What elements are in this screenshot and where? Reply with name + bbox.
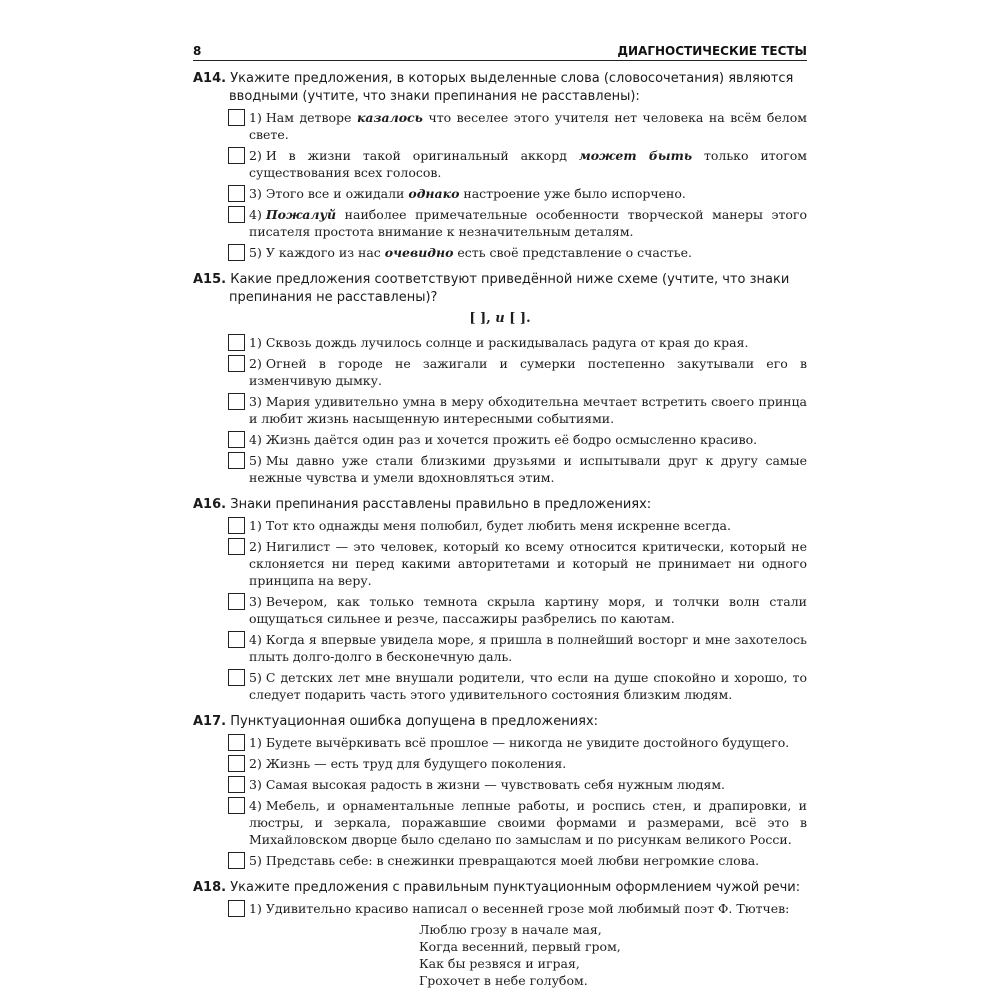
answer-option [228,185,807,202]
option-text: У каждого из нас [265,245,385,260]
answer-text [249,355,807,389]
answer-checkbox[interactable] [228,393,245,410]
highlighted-word: очевидно [384,245,454,260]
option-text: Нам детворе [265,110,357,125]
option-number: 4) [249,632,262,647]
answer-checkbox[interactable] [228,517,245,534]
answer-checkbox[interactable] [228,538,245,555]
option-number: 4) [249,207,262,222]
answer-checkbox[interactable] [228,797,245,814]
question-label: А16. [193,497,227,512]
option-text: настроение уже было испорчено. [459,186,686,201]
option-number: 5) [249,245,262,260]
answer-checkbox[interactable] [228,593,245,610]
answer-option [228,797,807,848]
answer-option [228,109,807,143]
answer-text [249,431,807,448]
page-number: 8 [193,44,202,58]
answer-text [249,669,807,703]
answer-text [249,755,807,772]
header-divider [193,60,807,61]
answer-text [249,734,807,751]
option-text: Будете вычёркивать всё прошлое — никогда не увидите достойного будущего. [265,735,790,750]
option-number: 1) [249,335,262,350]
question-text: Знаки препинания расставлены правильно в предложениях: [230,497,652,512]
answer-checkbox[interactable] [228,631,245,648]
poem-line: Когда весенний, первый гром, [419,939,621,954]
answer-option [228,669,807,703]
answer-text [249,185,807,202]
option-text: Самая высокая радость в жизни — чувствовать себя нужным людям. [265,777,726,792]
answer-text [249,538,807,589]
answer-option [228,393,807,427]
answer-checkbox[interactable] [228,185,245,202]
option-number: 3) [249,777,262,792]
option-number: 1) [249,110,262,125]
highlighted-word: может быть [578,148,693,163]
answer-text [249,244,807,261]
question-a16 [193,496,807,514]
answer-checkbox[interactable] [228,452,245,469]
option-number: 1) [249,901,262,916]
option-number: 1) [249,518,262,533]
answer-text [249,393,807,427]
answer-option [228,593,807,627]
option-text: наиболее примечательные особенности творческой манеры этого писателя простота внимание к незначительным деталям. [249,207,807,239]
option-number: 5) [249,853,262,868]
poem-quote [419,921,807,989]
answer-option [228,755,807,772]
option-number: 3) [249,394,262,409]
answer-text [249,334,807,351]
question-label: А15. [193,272,227,287]
option-number: 3) [249,186,262,201]
highlighted-word: однако [408,186,460,201]
question-a15 [193,271,807,307]
answer-checkbox[interactable] [228,669,245,686]
answer-option [228,900,807,917]
option-text: Мебель, и орнаментальные лепные работы, и роспись стен, и драпировки, и люстры, и зеркала, поражавшие своими формами и размерами, всё это в Михайловском дворце было сделано по замыслам и по рисункам великого Росси. [249,798,807,847]
answer-text [249,517,807,534]
answer-checkbox[interactable] [228,206,245,223]
answer-checkbox[interactable] [228,334,245,351]
option-text: Тот кто однажды меня полюбил, будет любить меня искренне всегда. [265,518,731,533]
page-content [193,70,807,989]
question-text: Укажите предложения с правильным пунктуационным оформлением чужой речи: [230,880,801,895]
question-label: А14. [193,71,227,86]
question-text: Какие предложения соответствуют приведённой ниже схеме (учтите, что знаки препинания не расставлены)? [229,272,790,305]
answer-option [228,852,807,869]
answer-text [249,452,807,486]
option-text: Мы давно уже стали близкими друзьями и испытывали друг к другу самые нежные чувства и умели вдохновляться этим. [249,453,807,485]
option-number: 1) [249,735,262,750]
option-text: есть своё представление о счастье. [453,245,692,260]
answer-text [249,631,807,665]
answer-option [228,431,807,448]
answer-option [228,452,807,486]
question-a14 [193,70,807,106]
answer-option [228,244,807,261]
option-text: Огней в городе не зажигали и сумерки постепенно закутывали его в изменчивую дымку. [249,356,807,388]
poem-line: Как бы резвяся и играя, [419,956,580,971]
option-number: 2) [249,756,262,771]
scheme-part: [ ], [469,311,496,326]
option-text: И в жизни такой оригинальный аккорд [265,148,579,163]
answer-checkbox[interactable] [228,431,245,448]
poem-line: Грохочет в небе голубом. [419,973,588,988]
highlighted-word: казалось [356,110,423,125]
answer-text [249,797,807,848]
answer-text [249,900,807,917]
option-number: 5) [249,670,262,685]
answer-option [228,206,807,240]
option-number: 2) [249,539,262,554]
option-text: Мария удивительно умна в меру обходительна мечтает встретить своего принца и любит жизнь насыщенную интересными событиями. [249,394,807,426]
page-header [193,40,807,62]
answer-text [249,776,807,793]
option-text: Этого все и ожидали [265,186,409,201]
answer-text [249,852,807,869]
highlighted-word: Пожалуй [265,207,337,222]
answer-checkbox[interactable] [228,109,245,126]
answer-checkbox[interactable] [228,755,245,772]
option-text: Представь себе: в снежинки превращаются моей любви негромкие слова. [265,853,760,868]
answer-text [249,147,807,181]
poem-line: Люблю грозу в начале мая, [419,922,602,937]
sentence-scheme [193,310,807,328]
question-a18 [193,879,807,897]
option-text: Жизнь даётся один раз и хочется прожить её бодро осмысленно красиво. [265,432,758,447]
answer-text [249,206,807,240]
option-text: Удивительно красиво написал о весенней грозе мой любимый поэт Ф. Тютчев: [265,901,790,916]
answer-text [249,109,807,143]
option-text: только итогом существования всех голосов. [249,148,808,180]
question-label: А17. [193,714,227,729]
option-number: 4) [249,432,262,447]
answer-checkbox[interactable] [228,355,245,372]
answer-checkbox[interactable] [228,244,245,261]
answer-option [228,517,807,534]
answer-checkbox[interactable] [228,900,245,917]
answer-checkbox[interactable] [228,147,245,164]
answer-option [228,734,807,751]
option-text: что веселее этого учителя нет человека на всём белом свете. [249,110,807,142]
question-text: Укажите предложения, в которых выделенные слова (словосочетания) являются вводными (учтите, что знаки препинания не расставлены): [229,71,794,104]
question-a17 [193,713,807,731]
answer-option [228,538,807,589]
answer-option [228,631,807,665]
answer-text [249,593,807,627]
answer-option [228,355,807,389]
answer-option [228,776,807,793]
option-text: Когда я впервые увидела море, я пришла в полнейший восторг и мне захотелось плыть долго-долго в бесконечную даль. [249,632,807,664]
question-text: Пунктуационная ошибка допущена в предложениях: [230,714,599,729]
answer-option [228,334,807,351]
scheme-part: [ ]. [504,311,531,326]
option-text: С детских лет мне внушали родители, что если на душе спокойно и хорошо, то следует подарить часть этого удивительного состояния близким людям. [249,670,807,702]
option-text: Вечером, как только темнота скрыла картину моря, и толчки волн стали ощущаться сильнее и резче, пассажиры разбрелись по каютам. [249,594,807,626]
question-label: А18. [193,880,227,895]
answer-option [228,147,807,181]
option-number: 2) [249,356,262,371]
option-text: Нигилист — это человек, который ко всему относится критически, который не склоняется ни перед какими авторитетами и который не принимает ни одного принципа на веру. [249,539,807,588]
option-text: Сквозь дождь лучилось солнце и раскидывалась радуга от края до края. [265,335,749,350]
option-number: 2) [249,148,262,163]
scheme-conjunction: и [495,311,505,326]
answer-checkbox[interactable] [228,734,245,751]
section-title: ДИАГНОСТИЧЕСКИЕ ТЕСТЫ [617,44,807,58]
option-number: 4) [249,798,262,813]
option-number: 3) [249,594,262,609]
answer-checkbox[interactable] [228,852,245,869]
option-number: 5) [249,453,262,468]
option-text: Жизнь — есть труд для будущего поколения. [265,756,567,771]
answer-checkbox[interactable] [228,776,245,793]
